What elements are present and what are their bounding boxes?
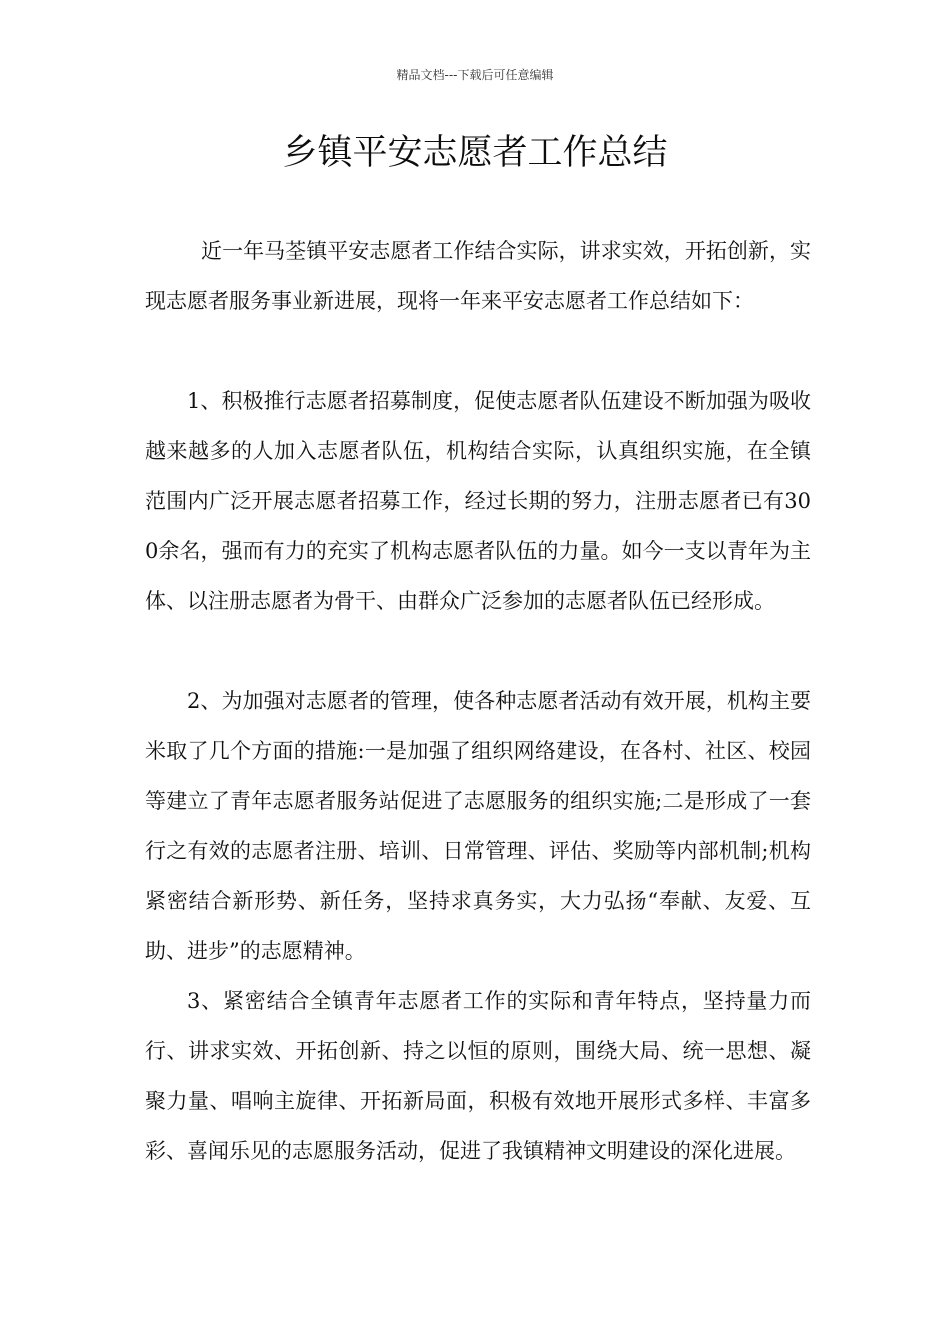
paragraph-2 [145, 676, 811, 976]
header-note: 精品文档---下载后可任意编辑 [396, 68, 554, 82]
document-title: 乡镇平安志愿者工作总结 [282, 133, 668, 173]
paragraph-3-text: 3、紧密结合全镇青年志愿者工作的实际和青年特点，坚持量力而行、讲求实效、开拓创新、持之以恒的原则，围绕大局、统一思想、凝聚力量、唱响主旋律、开拓新局面，积极有效地开展形式多样、丰富多彩、喜闻乐见的志愿服务活动，促进了我镇精神文明建设的深化进展。 [145, 989, 811, 1163]
paragraph-1 [145, 376, 811, 626]
paragraph-2-text: 2、为加强对志愿者的管理，使各种志愿者活动有效开展，机构主要米取了几个方面的措施:一是加强了组织网络建设，在各村、社区、校园等建立了青年志愿者服务站促进了志愿服务的组织实施;二是形成了一套行之有效的志愿者注册、培训、日常管理、评估、奖励等内部机制;机构紧密结合新形势、新任务，坚持求真务实，大力弘扬“奉献、友爱、互助、进步”的志愿精神。 [145, 689, 811, 963]
paragraph-3 [145, 976, 811, 1176]
intro-paragraph-text: 近一年马荃镇平安志愿者工作结合实际，讲求实效，开拓创新，实现志愿者服务事业新进展，现将一年来平安志愿者工作总结如下： [145, 239, 811, 313]
paragraph-1-text: 1、积极推行志愿者招募制度，促使志愿者队伍建设不断加强为吸收越来越多的人加入志愿者队伍，机构结合实际，认真组织实施，在全镇范围内广泛开展志愿者招募工作，经过长期的努力，注册志愿者已有300余名，强而有力的充实了机构志愿者队伍的力量。如今一支以青年为主体、以注册志愿者为骨干、由群众广泛参加的志愿者队伍已经形成。 [145, 389, 811, 613]
intro-paragraph [145, 226, 811, 326]
